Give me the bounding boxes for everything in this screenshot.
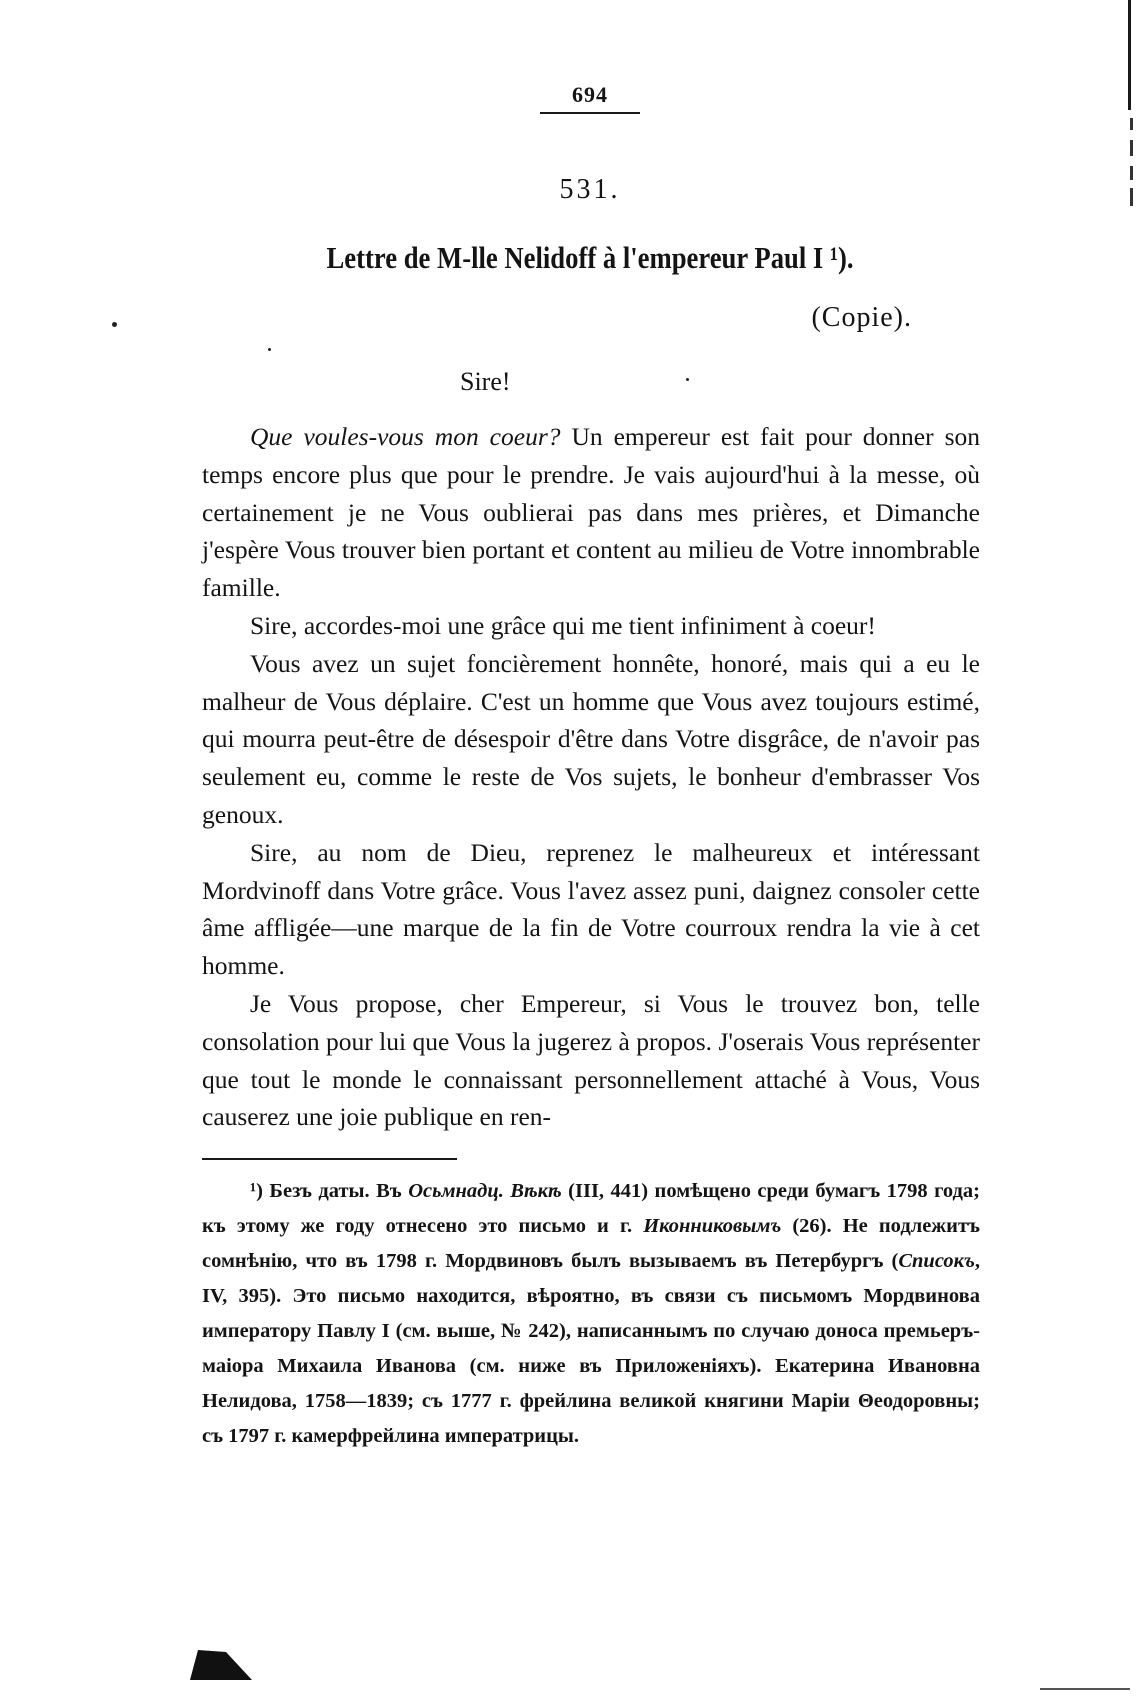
scan-speck (268, 348, 271, 351)
page-number-rule (540, 112, 640, 114)
footnote-italic: Списокъ (898, 1250, 975, 1272)
paragraph-text: Un empereur est fait pour donner son temps encore plus que pour le prendre. Je vais aujourd'hui à la messe, où certainement je ne Vous oublierai pas dans mes prières, et Dimanche j'espère Vous trouver bien portant et content au milieu de Votre innombrable famille. (202, 422, 980, 603)
footnote-rule (202, 1158, 457, 1160)
footnote-text (202, 1174, 980, 1454)
footnote-italic: Осьмнадц. Вѣкѣ (408, 1180, 562, 1202)
paragraph: Sire, au nom de Dieu, reprenez le malheureux et intéressant Mordvinoff dans Votre grâce. Vous l'avez assez puni, daignez consoler cette âme affligée—une marque de la fin de Votre courroux rendra la vie à cet homme. (202, 837, 980, 981)
footnote (202, 1174, 980, 1454)
paragraph: Je Vous propose, cher Empereur, si Vous le trouvez bon, telle consolation pour lui que Vous la jugerez à propos. J'oserais Vous représenter que tout le monde le connaissant personnellement attaché à Vous, Vous causerez une joie publique en ren- (202, 988, 980, 1132)
ink-blot-mark (186, 1644, 256, 1684)
footnote-italic: Иконниковымъ (643, 1215, 782, 1237)
scan-edge-line (1128, 0, 1131, 110)
letter-body (202, 418, 980, 1136)
scan-corner-rule (1040, 1688, 1130, 1690)
scan-edge-mark (1130, 140, 1133, 156)
scan-speck (112, 322, 117, 327)
document-number: 531. (559, 174, 621, 205)
paragraph: Vous avez un sujet foncièrement honnête, honoré, mais qui a eu le malheur de Vous déplaire. C'est un homme que Vous avez toujours estimé, qui mourra peut-être de désespoir d'être dans Votre disgrâce, de n'avoir pas seulement eu, comme le reste de Vos sujets, le bonheur d'embrasser Vos genoux. (202, 648, 980, 829)
scan-edge-mark (1130, 118, 1133, 130)
footnote-segment: , IV, 395). Это письмо находится, вѣроятно, въ связи съ письмомъ Мордвинова императору Павлу I (см. выше, № 242), написаннымъ по случаю доноса премьеръ-маіора Михаила Иванова (см. ниже въ Приложеніяхъ). Екатерина Ивановна Нелидова, 1758—1839; съ 1777 г. фрейлина великой княгини Маріи Θеодоровны; съ 1797 г. камерфрейлина императрицы. (202, 1250, 980, 1447)
scan-speck (686, 378, 689, 381)
copy-note: (Copie). (811, 302, 912, 333)
page-number: 694 (572, 82, 608, 107)
opening-phrase: Que voules-vous mon coeur? (250, 422, 561, 451)
footnote-segment: (III, 441) помѣщено среди бумагъ 1798 года; къ этому же году отнесено это письмо и г. (202, 1180, 980, 1237)
footnote-segment: (26). Не подлежитъ сомнѣнію, что въ 1798 г. Мордвиновъ былъ вызываемъ въ Петербургъ ( (202, 1215, 980, 1272)
salutation: Sire! (460, 367, 511, 396)
paragraph (202, 418, 980, 607)
paragraph: Sire, accordes-moi une grâce qui me tient infiniment à coeur! (250, 610, 876, 640)
footnote-segment: ¹) Безъ даты. Въ (250, 1180, 409, 1202)
letter-title: Lettre de M-lle Nelidoff à l'empereur Paul I ¹). (326, 240, 854, 275)
